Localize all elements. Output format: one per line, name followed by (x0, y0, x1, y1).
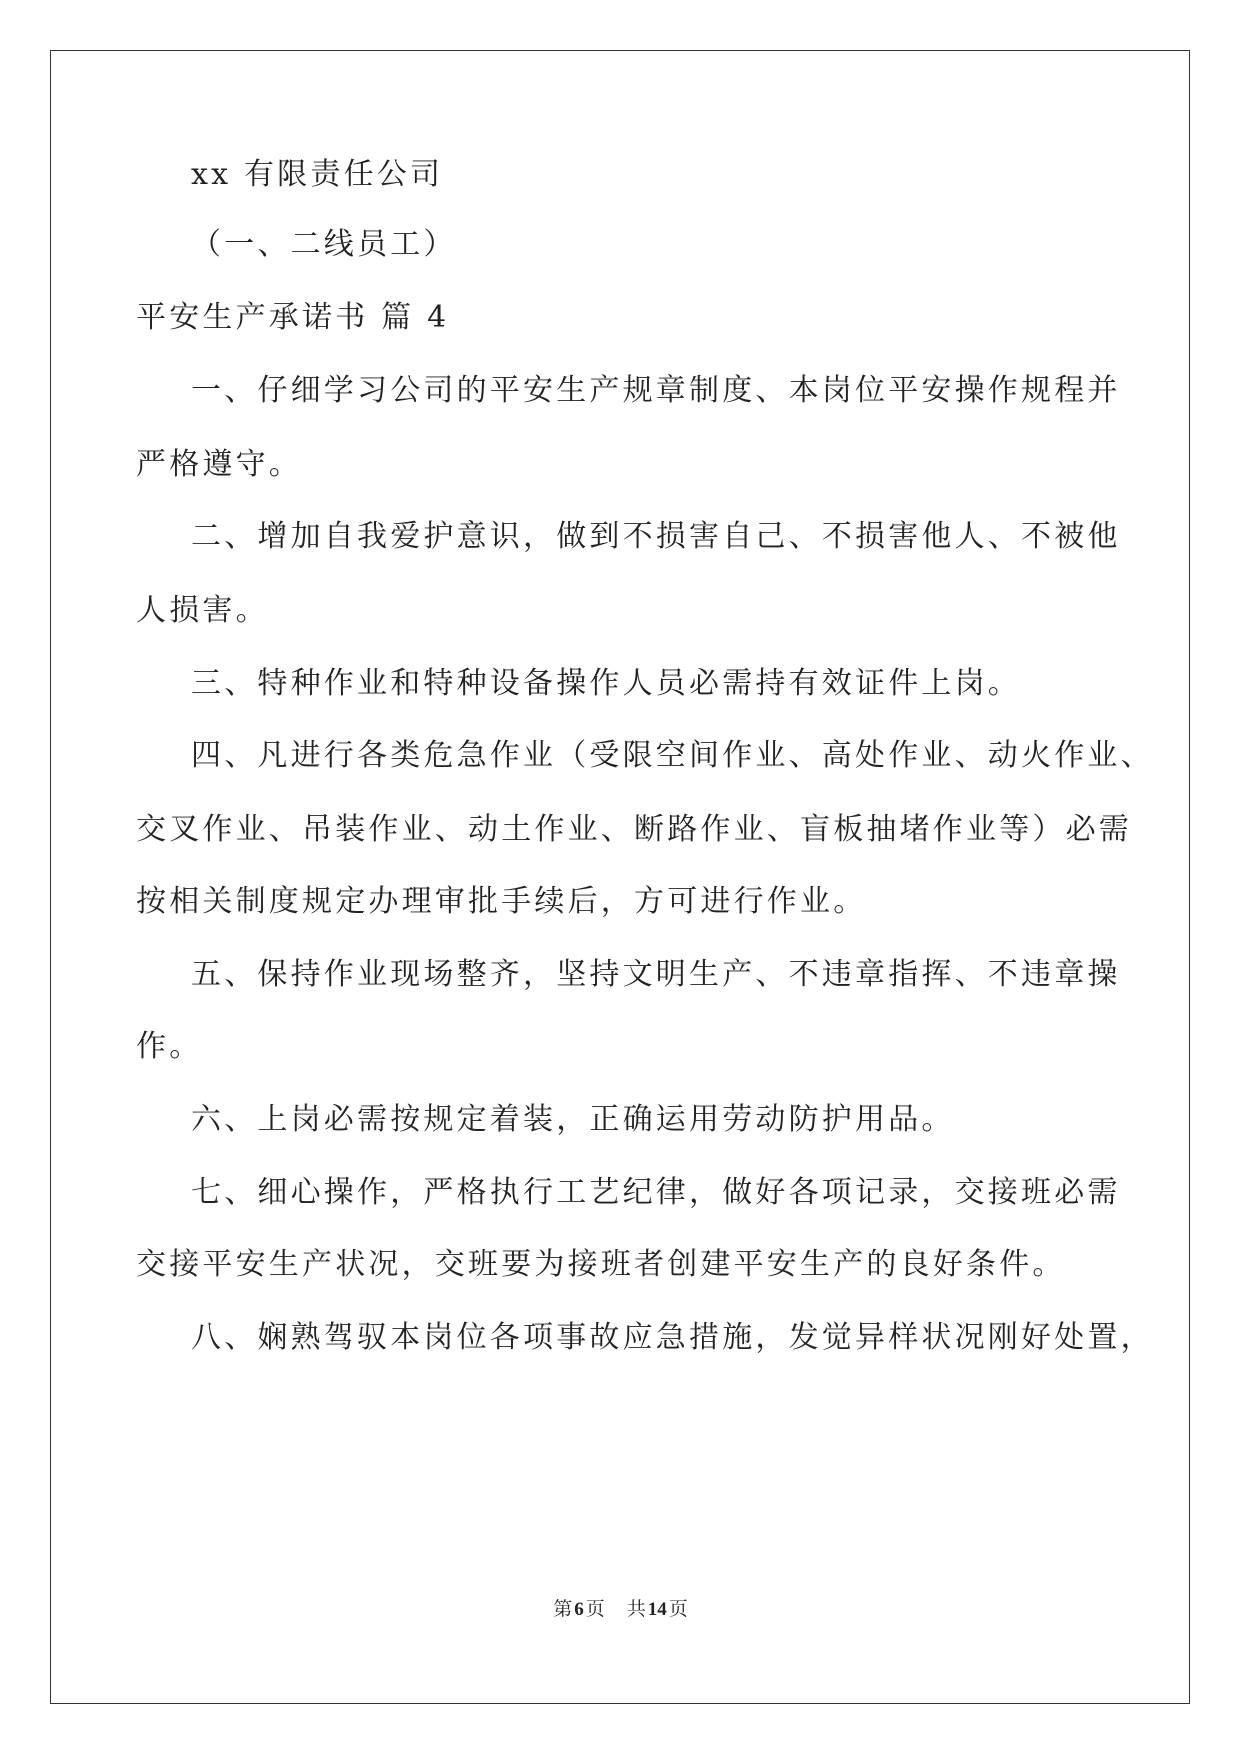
staff-category: （一、二线员工） (191, 227, 457, 262)
paragraph-line: 六、上岗必需按规定着装，正确运用劳动防护用品。 (191, 1102, 955, 1137)
footer-page-number: 6 (574, 1599, 584, 1620)
footer-page-prefix: 第 (553, 1599, 573, 1620)
paragraph-line: 交叉作业、吊装作业、动土作业、断路作业、盲板抽堵作业等）必需 (136, 812, 1132, 847)
paragraph-line: 按相关制度规定办理审批手续后，方可进行作业。 (136, 884, 867, 919)
paragraph-line: 七、细心操作，严格执行工艺纪律，做好各项记录，交接班必需 (191, 1175, 1121, 1210)
footer-total-suffix: 页 (668, 1599, 688, 1620)
paragraph-line: 一、仔细学习公司的平安生产规章制度、本岗位平安操作规程并 (191, 373, 1121, 408)
footer-page-suffix: 页 (585, 1599, 605, 1620)
footer-total-pages: 14 (647, 1599, 667, 1620)
paragraph-line: 人损害。 (136, 593, 269, 628)
paragraph-line: 二、增加自我爱护意识，做到不损害自己、不损害他人、不被他 (191, 519, 1121, 554)
company-name: xx 有限责任公司 (191, 157, 444, 192)
paragraph-line: 八、娴熟驾驭本岗位各项事故应急措施，发觉异样状况刚好处置， (191, 1320, 1154, 1355)
paragraph-line: 作。 (136, 1029, 203, 1064)
paragraph-line: 交接平安生产状况，交班要为接班者创建平安生产的良好条件。 (136, 1247, 1066, 1282)
paragraph-line: 四、凡进行各类危急作业（受限空间作业、高处作业、动火作业、 (191, 738, 1154, 773)
paragraph-line: 严格遵守。 (136, 447, 302, 482)
paragraph-line: 五、保持作业现场整齐，坚持文明生产、不违章指挥、不违章操 (191, 957, 1121, 992)
section-title: 平安生产承诺书 篇 4 (136, 300, 450, 335)
page-footer (0, 1598, 1241, 1622)
paragraph-line: 三、特种作业和特种设备操作人员必需持有效证件上岗。 (191, 666, 1021, 701)
footer-total-prefix: 共 (626, 1599, 646, 1620)
